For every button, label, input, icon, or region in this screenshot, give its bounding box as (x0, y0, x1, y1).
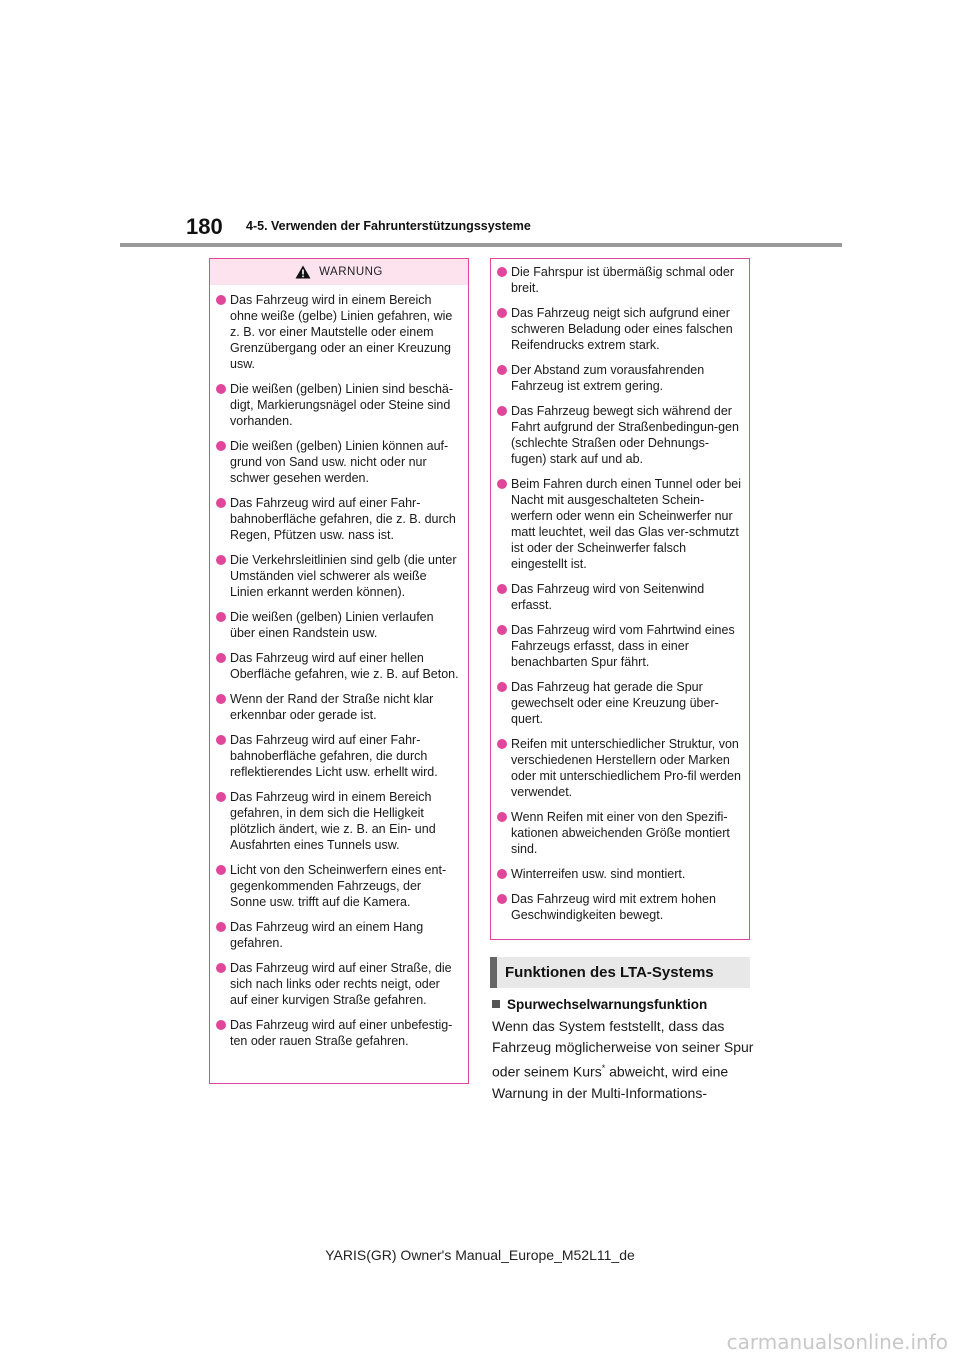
warning-right-item (497, 476, 741, 572)
warning-right-item (497, 305, 741, 353)
warning-left-item-text: Wenn der Rand der Straße nicht klar erkennbar oder gerade ist. (230, 692, 434, 722)
bullet-dot-icon (497, 267, 507, 277)
warning-left-item (216, 438, 460, 486)
warning-left-item (216, 495, 460, 543)
warning-left-item (216, 789, 460, 853)
warning-right-item (497, 679, 741, 727)
warning-right-item (497, 581, 741, 613)
bullet-dot-icon (497, 479, 507, 489)
footer-text: YARIS(GR) Owner's Manual_Europe_M52L11_de (325, 1247, 635, 1263)
warning-right-item-text: Das Fahrzeug wird von Seitenwind erfasst. (511, 582, 705, 612)
warning-right-item (497, 891, 741, 923)
bullet-dot-icon (497, 682, 507, 692)
warning-left-item (216, 960, 460, 1008)
warning-box-continued (490, 258, 750, 940)
bullet-dot-icon (216, 612, 226, 622)
warning-left-item-text: Das Fahrzeug wird in einem Bereich ohne weiße (gelbe) Linien gefahren, wie z. B. vor einer Mautstelle oder einem Grenzübergang oder an einer Kreuzung usw. (230, 293, 453, 371)
bullet-dot-icon (497, 406, 507, 416)
warning-left-item (216, 732, 460, 780)
warning-right-item-text: Die Fahrspur ist übermäßig schmal oder breit. (511, 265, 734, 295)
warning-left-item (216, 292, 460, 372)
warning-left-item-text: Die weißen (gelben) Linien können auf-grund von Sand usw. nicht oder nur schwer gesehen werden. (230, 439, 449, 485)
bullet-dot-icon (216, 653, 226, 663)
bullet-dot-icon (497, 365, 507, 375)
warning-label: WARNUNG (319, 266, 383, 278)
warning-left-item-text: Das Fahrzeug wird an einem Hang gefahren. (230, 920, 424, 950)
warning-left-item-text: Das Fahrzeug wird auf einer Fahr-bahnoberfläche gefahren, die durch reflektierendes Licht usw. erhellt wird. (230, 733, 438, 779)
header-divider (120, 243, 842, 247)
bullet-dot-icon (497, 308, 507, 318)
bullet-dot-icon (216, 735, 226, 745)
warning-right-item (497, 362, 741, 394)
warning-right-item (497, 403, 741, 467)
warning-right-item-text: Das Fahrzeug bewegt sich während der Fahrt aufgrund der Straßenbedingun-gen (schlechte Straßen oder Dehnungs-fugen) stark auf und ab. (511, 404, 739, 466)
warning-right-item-text: Reifen mit unterschiedlicher Struktur, von verschiedenen Herstellern oder Marken oder mit unterschiedlichem Pro-fil werden verwendet. (511, 737, 741, 799)
bullet-dot-icon (497, 812, 507, 822)
subheading (492, 997, 707, 1012)
warning-left-item (216, 691, 460, 723)
watermark: carmanualsonline.info (726, 1330, 948, 1354)
section-heading: Funktionen des LTA-Systems (490, 957, 750, 988)
bullet-dot-icon (216, 922, 226, 932)
bullet-dot-icon (216, 498, 226, 508)
warning-list-right (491, 259, 749, 923)
warning-right-item (497, 809, 741, 857)
warning-left-item-text: Das Fahrzeug wird auf einer Straße, die sich nach links oder rechts neigt, oder auf einer kurvigen Straße gefahren. (230, 961, 452, 1007)
bullet-dot-icon (216, 865, 226, 875)
warning-box (209, 258, 469, 1084)
warning-left-item-text: Das Fahrzeug wird auf einer Fahr-bahnoberfläche gefahren, die z. B. durch Regen, Pfützen usw. nass ist. (230, 496, 456, 542)
bullet-dot-icon (216, 694, 226, 704)
warning-right-item-text: Das Fahrzeug hat gerade die Spur gewechselt oder eine Kreuzung über-quert. (511, 680, 719, 726)
warning-right-item-text: Das Fahrzeug wird mit extrem hohen Geschwindigkeiten bewegt. (511, 892, 716, 922)
bullet-dot-icon (216, 384, 226, 394)
warning-left-item (216, 862, 460, 910)
warning-left-item-text: Die weißen (gelben) Linien verlaufen über einen Randstein usw. (230, 610, 434, 640)
body-paragraph (492, 1016, 754, 1104)
warning-list-left (210, 285, 468, 1049)
bullet-dot-icon (216, 792, 226, 802)
warning-left-item-text: Das Fahrzeug wird auf einer unbefestig-ten oder rauen Straße gefahren. (230, 1018, 453, 1048)
page-number: 180 (186, 214, 223, 239)
bullet-dot-icon (497, 894, 507, 904)
bullet-dot-icon (497, 869, 507, 879)
warning-left-item (216, 919, 460, 951)
warning-triangle-icon (295, 265, 311, 279)
square-bullet-icon (492, 1000, 500, 1008)
bullet-dot-icon (497, 584, 507, 594)
warning-left-item-text: Das Fahrzeug wird in einem Bereich gefahren, in dem sich die Helligkeit plötzlich ändert, wie z. B. an Ein- und Ausfahrten eines Tunnels usw. (230, 790, 436, 852)
bullet-dot-icon (216, 1020, 226, 1030)
warning-left-item-text: Licht von den Scheinwerfern eines ent-gegenkommenden Fahrzeugs, der Sonne usw. trifft auf die Kamera. (230, 863, 447, 909)
warning-right-item (497, 622, 741, 670)
warning-left-item (216, 609, 460, 641)
subheading-text: Spurwechselwarnungsfunktion (507, 997, 708, 1012)
warning-right-item-text: Winterreifen usw. sind montiert. (511, 867, 686, 881)
warning-right-item-text: Das Fahrzeug wird vom Fahrtwind eines Fahrzeugs erfasst, dass in einer benachbarten Spur fährt. (511, 623, 735, 669)
bullet-dot-icon (216, 295, 226, 305)
warning-right-item (497, 736, 741, 800)
warning-header (210, 259, 468, 285)
warning-right-item-text: Beim Fahren durch einen Tunnel oder bei Nacht mit ausgeschalteten Schein-werfern oder wenn ein Scheinwerfer nur matt leuchtet, weil das Glas ver-schmutzt ist oder der Scheinwerfer falsch eingestellt ist. (511, 477, 742, 571)
warning-right-item-text: Wenn Reifen mit einer von den Spezifi-kationen abweichenden Größe montiert sind. (511, 810, 730, 856)
bullet-dot-icon (216, 555, 226, 565)
warning-left-item (216, 650, 460, 682)
warning-right-item-text: Das Fahrzeug neigt sich aufgrund einer schweren Beladung oder eines falschen Reifendrucks extrem stark. (511, 306, 733, 352)
warning-left-item-text: Das Fahrzeug wird auf einer hellen Oberfläche gefahren, wie z. B. auf Beton. (230, 651, 459, 681)
warning-left-item-text: Die weißen (gelben) Linien sind beschä-digt, Markierungsnägel oder Steine sind vorhanden. (230, 382, 454, 428)
warning-left-item-text: Die Verkehrsleitlinien sind gelb (die unter Umständen viel schwerer als weiße Linien erkannt werden können). (230, 553, 457, 599)
warning-right-item (497, 866, 741, 882)
warning-left-item (216, 381, 460, 429)
bullet-dot-icon (497, 625, 507, 635)
warning-right-item-text: Der Abstand zum vorausfahrenden Fahrzeug ist extrem gering. (511, 363, 705, 393)
footnote-mark: * (601, 1063, 606, 1073)
section-title: 4-5. Verwenden der Fahrunterstützungssysteme (246, 219, 531, 233)
body-text-before: Wenn das System feststellt, dass das Fahrzeug möglicherweise von seiner Spur oder seinem Kurs (492, 1018, 754, 1080)
bullet-dot-icon (497, 739, 507, 749)
warning-right-item (497, 264, 741, 296)
bullet-dot-icon (216, 963, 226, 973)
warning-left-item (216, 1017, 460, 1049)
warning-left-item (216, 552, 460, 600)
bullet-dot-icon (216, 441, 226, 451)
body-text-after: abweicht, wird eine Warnung in der Multi-Informations- (492, 1063, 729, 1101)
